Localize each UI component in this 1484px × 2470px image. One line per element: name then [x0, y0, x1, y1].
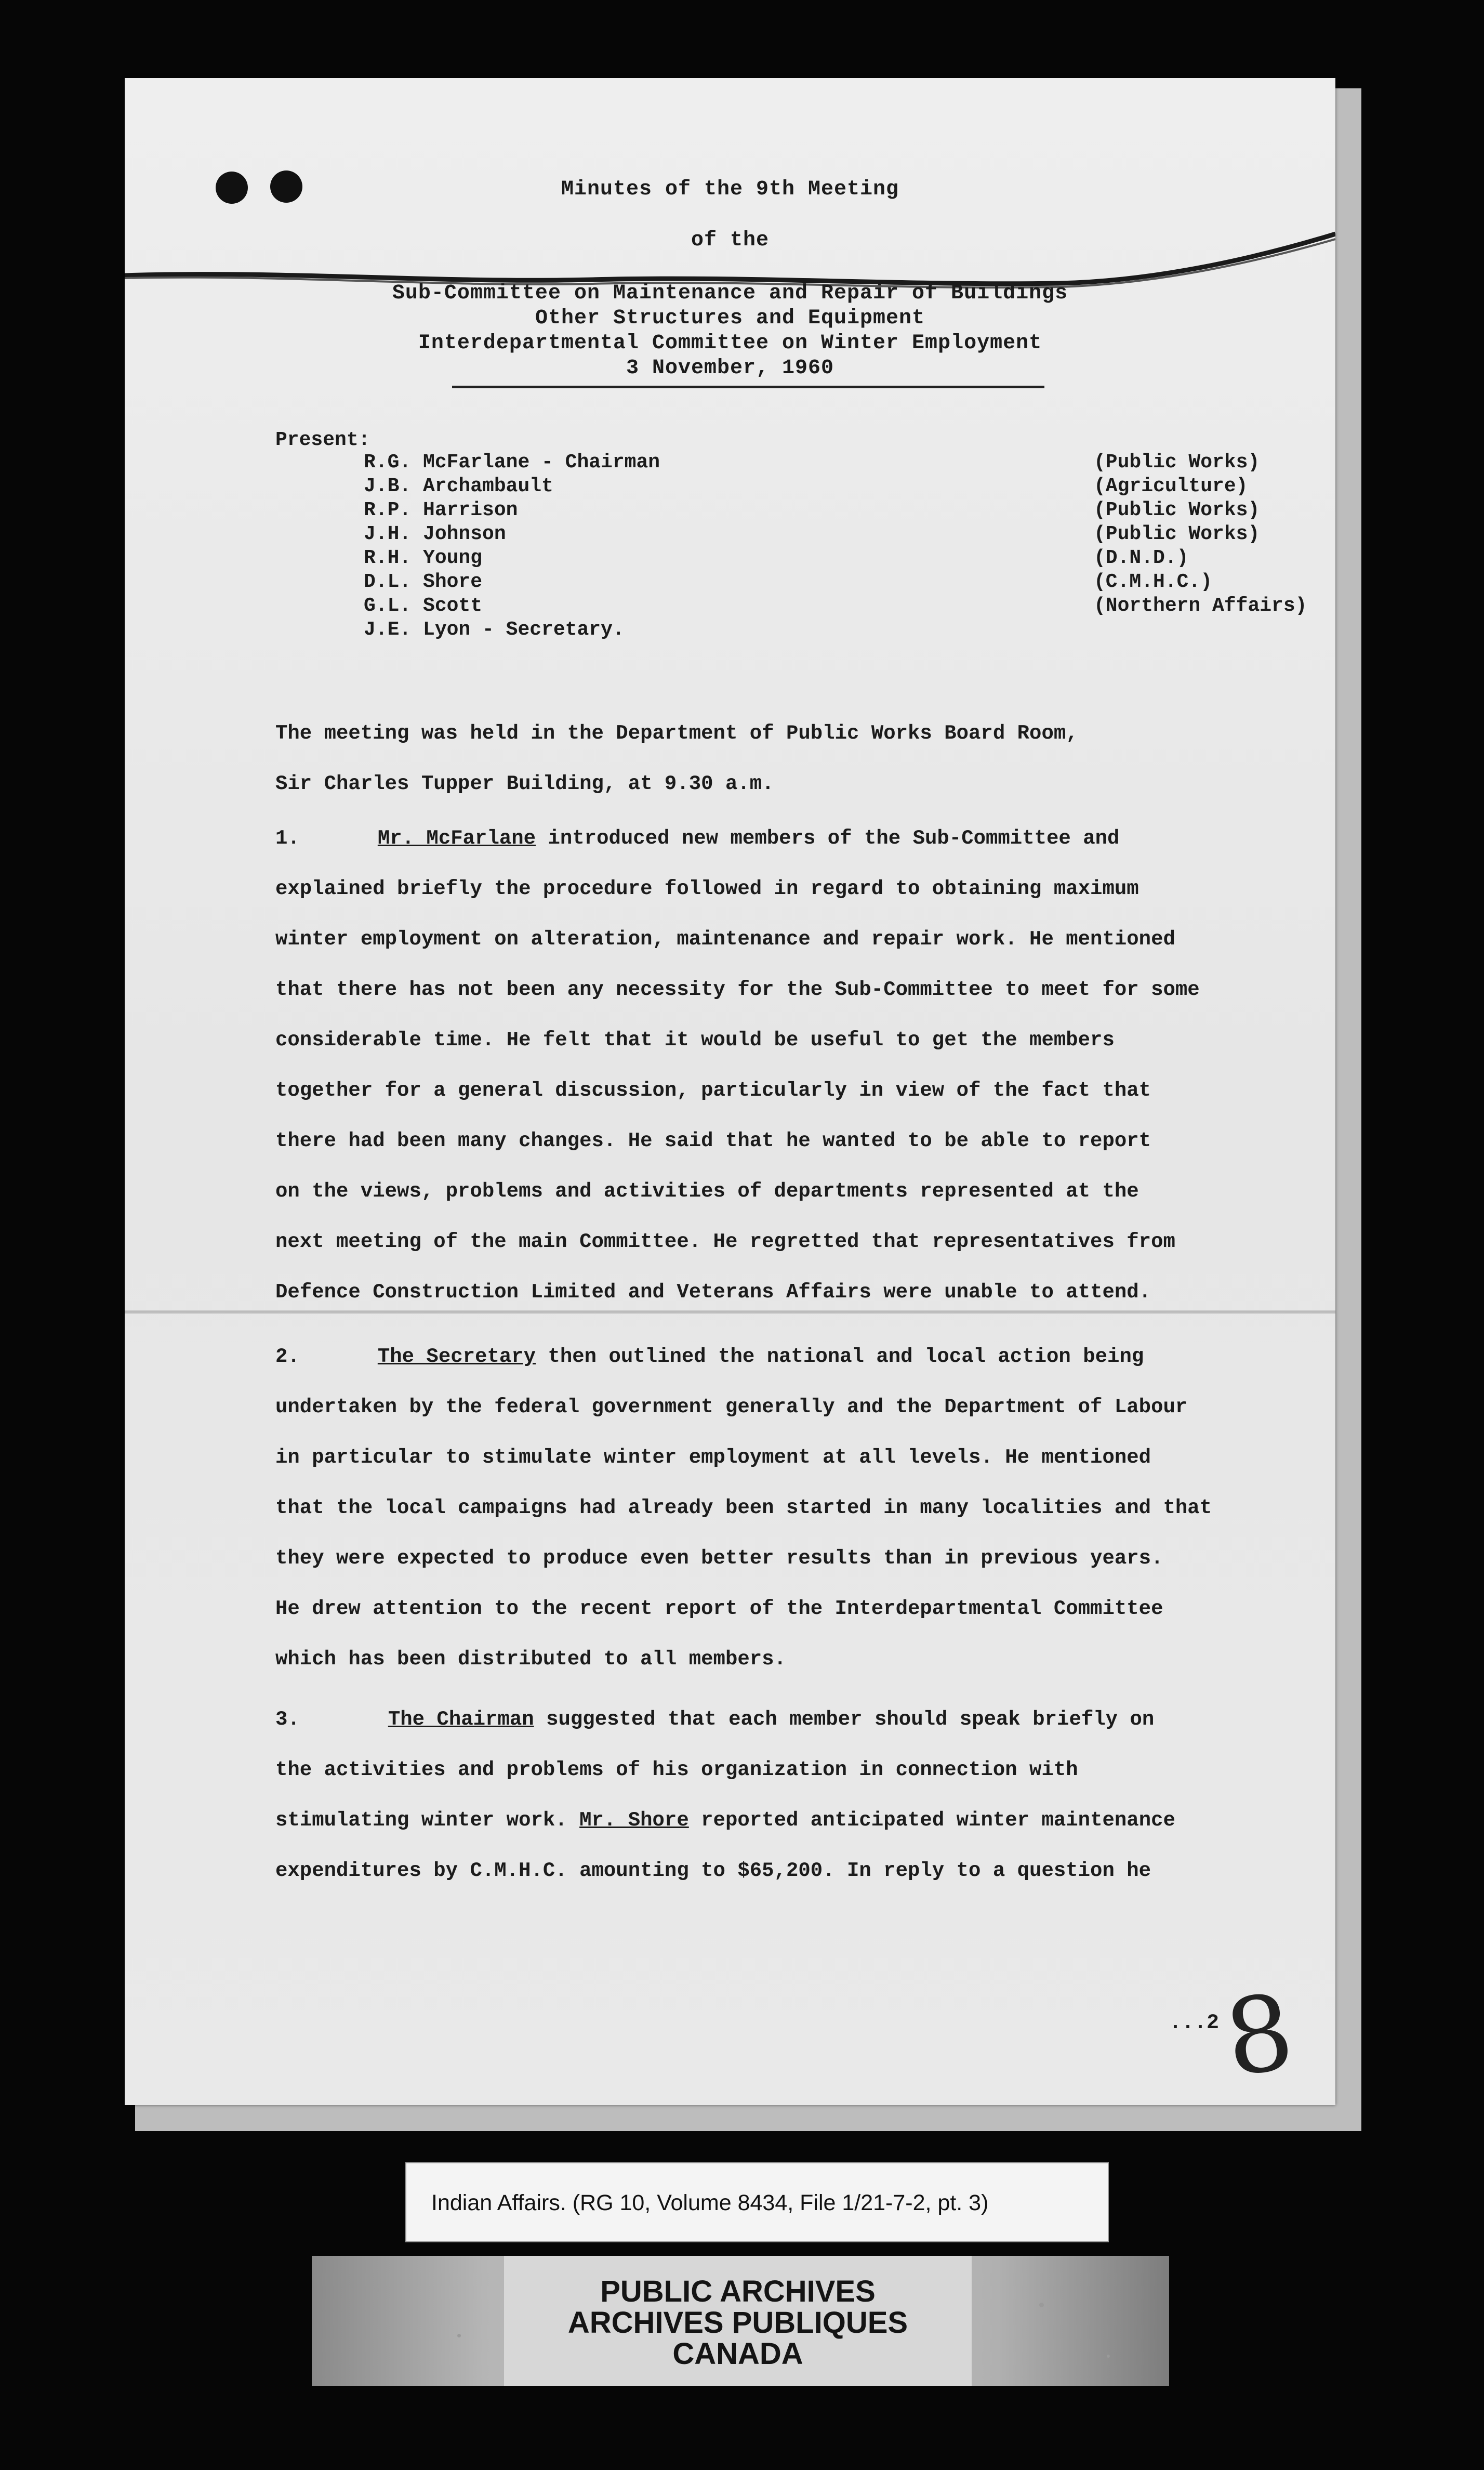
- item-3-first-line: [275, 1694, 1226, 1745]
- paragraph-line: winter employment on alteration, maintenance and repair work. He mentioned: [275, 928, 1175, 951]
- attendee-name: R.H. Young: [364, 547, 483, 569]
- attendee-name: G.L. Scott: [364, 595, 483, 617]
- attendee-department: (Agriculture): [1094, 475, 1248, 497]
- paragraph-line: The meeting was held in the Department of Public Works Board Room,: [275, 722, 1078, 745]
- attendee-name: R.G. McFarlane - Chairman: [364, 451, 660, 474]
- page-fold: [125, 1310, 1335, 1314]
- present-label: Present:: [275, 429, 370, 451]
- item-3-paragraph: [275, 1694, 1226, 1896]
- paragraph-text: then outlined the national and local action being: [536, 1345, 1144, 1368]
- paragraph-text: introduced new members of the Sub-Committee and: [536, 827, 1120, 850]
- title-line-5: Interdepartmental Committee on Winter Employment: [418, 332, 1042, 355]
- paragraph-line: undertaken by the federal government generally and the Department of Labour: [275, 1396, 1188, 1418]
- paragraph-line: He drew attention to the recent report of the Interdepartmental Committee: [275, 1597, 1163, 1620]
- title-line-3: Sub-Committee on Maintenance and Repair of Buildings: [392, 282, 1068, 305]
- paragraph-line: the activities and problems of his organization in connection with: [275, 1758, 1078, 1781]
- attendee-name: J.B. Archambault: [364, 475, 553, 497]
- archives-line-english: PUBLIC ARCHIVES: [600, 2275, 876, 2308]
- item-number: 2.: [275, 1345, 300, 1368]
- item-1-paragraph: [275, 813, 1226, 1318]
- item-2-paragraph: [275, 1332, 1226, 1685]
- paragraph-line: which has been distributed to all members.: [275, 1648, 786, 1671]
- attendee-name: R.P. Harrison: [364, 499, 518, 521]
- meeting-date: 3 November, 1960: [626, 357, 834, 380]
- paragraph-line: considerable time. He felt that it would be useful to get the members: [275, 1029, 1115, 1052]
- handwritten-page-number: 8: [1218, 1971, 1301, 2100]
- paragraph-line: next meeting of the main Committee. He regretted that representatives from: [275, 1230, 1175, 1253]
- title-line-2: of the: [691, 229, 770, 252]
- page-continuation: ...2: [1169, 2012, 1220, 2035]
- paragraph-line: in particular to stimulate winter employment at all levels. He mentioned: [275, 1446, 1151, 1469]
- item-3-third-line: [275, 1795, 1226, 1846]
- archive-reference-label: [405, 2162, 1109, 2242]
- paragraph-line: expenditures by C.M.H.C. amounting to $65,200. In reply to a question he: [275, 1859, 1151, 1882]
- attendee-department: (Northern Affairs): [1094, 595, 1307, 617]
- item-number: 3.: [275, 1708, 300, 1731]
- archives-stamp: [504, 2256, 972, 2386]
- paragraph-line: explained briefly the procedure followed in regard to obtaining maximum: [275, 877, 1139, 900]
- paragraph-line: Defence Construction Limited and Veterans Affairs were unable to attend.: [275, 1281, 1151, 1304]
- speaker-name: The Secretary: [377, 1345, 536, 1368]
- archives-line-country: CANADA: [672, 2337, 803, 2371]
- meeting-location-paragraph: [275, 708, 1226, 809]
- title-line-1: Minutes of the 9th Meeting: [561, 178, 899, 201]
- speaker-name: The Chairman: [388, 1708, 534, 1731]
- paragraph-text: reported anticipated winter maintenance: [688, 1809, 1175, 1832]
- item-2-first-line: [275, 1332, 1226, 1382]
- paragraph-text: suggested that each member should speak briefly on: [534, 1708, 1155, 1731]
- attendee-name: J.E. Lyon - Secretary.: [364, 619, 625, 641]
- item-number: 1.: [275, 827, 300, 850]
- paragraph-line: that there has not been any necessity for the Sub-Committee to meet for some: [275, 978, 1200, 1001]
- attendee-department: (D.N.D.): [1094, 547, 1189, 569]
- archives-stamp-strip: [312, 2256, 1169, 2386]
- paragraph-line: they were expected to produce even better results than in previous years.: [275, 1547, 1163, 1570]
- item-1-first-line: [275, 813, 1226, 864]
- paragraph-line: that the local campaigns had already been started in many localities and that: [275, 1496, 1212, 1519]
- paragraph-line: on the views, problems and activities of departments represented at the: [275, 1180, 1139, 1203]
- attendee-department: (Public Works): [1094, 499, 1260, 521]
- archive-reference-text: Indian Affairs. (RG 10, Volume 8434, File 1/21-7-2, pt. 3): [431, 2190, 989, 2215]
- paragraph-line: there had been many changes. He said that he wanted to be able to report: [275, 1129, 1151, 1152]
- attendee-department: (Public Works): [1094, 523, 1260, 545]
- attendee-name: D.L. Shore: [364, 571, 483, 593]
- attendee-department: (C.M.H.C.): [1094, 571, 1213, 593]
- paragraph-line: Sir Charles Tupper Building, at 9.30 a.m.: [275, 772, 774, 795]
- paragraph-line: together for a general discussion, particularly in view of the fact that: [275, 1079, 1151, 1102]
- paragraph-text: stimulating winter work.: [275, 1809, 580, 1832]
- title-line-4: Other Structures and Equipment: [535, 307, 925, 330]
- document-page: [125, 78, 1335, 2105]
- speaker-name: Mr. McFarlane: [377, 827, 536, 850]
- attendee-name: J.H. Johnson: [364, 523, 506, 545]
- archives-line-french: ARCHIVES PUBLIQUES: [567, 2306, 908, 2340]
- title-underline: [452, 386, 1044, 388]
- attendee-department: (Public Works): [1094, 451, 1260, 474]
- speaker-name: Mr. Shore: [579, 1809, 689, 1832]
